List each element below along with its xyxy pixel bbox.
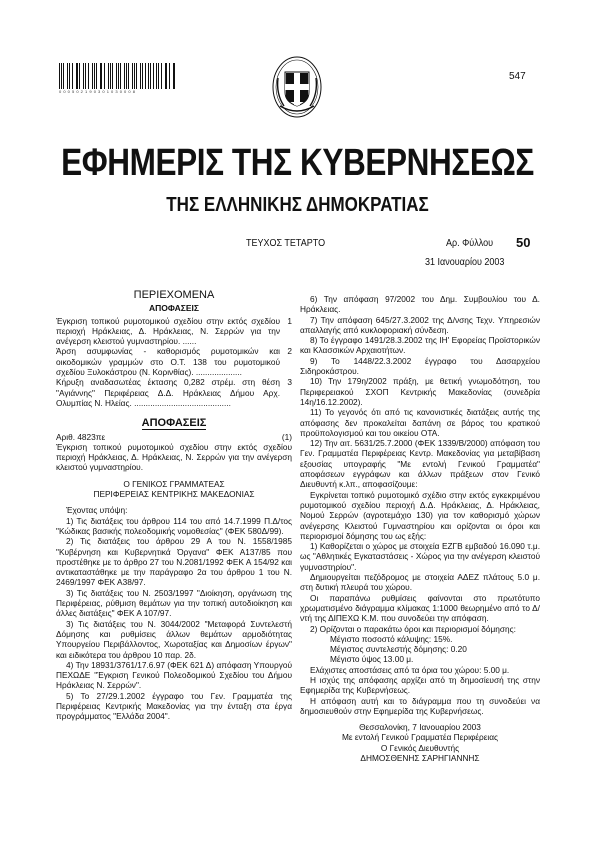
- recital-paragraph: 10) Την 179η/2002 πράξη, με θετική γνωμοδότηση, του Περιφερειακού ΣΧΟΠ Κεντρικής Μακεδονίας (συνεδρία 14η/16.12.2002).: [300, 376, 540, 407]
- recital-paragraph: 11) Το γεγονός ότι από τις κανονιστικές διατάξεις αυτής της απόφασης δεν προκαλείται δαπάνη σε βάρος του κρατικού προϋπολογισμού και του οικείου ΟΤΑ.: [300, 407, 540, 438]
- recital-paragraph: 6) Την απόφαση 97/2002 του Δημ. Συμβουλίου του Δ. Ηράκλειας.: [300, 294, 540, 315]
- decision-body: Ελάχιστες αποστάσεις από τα όρια του χώρου: 5.00 μ.: [310, 664, 510, 675]
- signature-line: Με εντολή Γενικού Γραμματέα Περιφέρειας: [341, 732, 499, 743]
- decisions-heading: [56, 418, 292, 428]
- page-number: 547: [509, 71, 526, 82]
- barcode-bar: [59, 63, 60, 89]
- contents-section: ΑΠΟΦΑΣΕΙΣ: [148, 303, 199, 314]
- toc-item: [56, 316, 292, 347]
- barcode-bar: [69, 63, 70, 89]
- barcode-bar: [173, 63, 174, 89]
- signature-name: ΔΗΜΟΣΘΕΝΗΣ ΣΑΡΗΓΙΑΝΝΗΣ: [360, 753, 480, 764]
- sheet-number: 50: [516, 235, 531, 250]
- building-term: Μέγιστο ποσοστό κάλυψης: 15%.: [330, 633, 453, 644]
- toc-item: [56, 377, 292, 408]
- decisions-heading-text: ΑΠΟΦΑΣΕΙΣ: [141, 417, 207, 430]
- toc-item-text: Έγκριση τοπικού ρυμοτομικού σχεδίου στην εκτός σχεδίου περιοχή Ηράκλειας, Δ. Ηράκλειας, Ν. Σερρών για την ανέγερση κλειστού γυμναστηρίου. ......: [56, 315, 280, 347]
- recital-paragraph: 9) Το 1448/22.3.2002 έγγραφο του Δασαρχείου Σιδηροκάστρου.: [300, 355, 540, 377]
- decision-body: Η ισχύς της απόφασης αρχίζει από τη δημοσίευσή της στην Εφημερίδα της Κυβερνήσεως.: [300, 674, 540, 696]
- barcode-bar: [88, 63, 89, 89]
- recital-paragraph: 1) Τις διατάξεις του άρθρου 114 του από 14.7.1999 Π.Δ/τος "Κώδικας βασικής πολεοδομικής νομοθεσίας" (ΦΕΚ 580Δ/99).: [56, 515, 292, 536]
- barcode-bar: [104, 63, 105, 89]
- barcode-icon: [59, 63, 177, 89]
- recital-paragraph: 3) Τις διατάξεις του Ν. 3044/2002 "Μεταφορά Συντελεστή Δόμησης και ρυθμίσεις άλλων θεμάτων αρμοδιότητας Υπουργείου Περιβάλλοντος, Χωροταξίας και Δημοσίων έργων" και ειδικότερα του άρθρου 10 παρ. 2δ.: [56, 618, 292, 660]
- toc-item-page: 1: [287, 315, 292, 326]
- recital-paragraph: 4) Την 18931/3761/17.6.97 (ΦΕΚ 621 Δ) απόφαση Υπουργού ΠΕΧΩΔΕ "Έγκριση Γενικού Πολεοδομικού Σχεδίου του Δήμου Ηράκλειας Ν. Σερρών".: [56, 659, 292, 691]
- recital-paragraph: 8) Το έγγραφο 1491/28.3.2002 της ΙΗ' Εφορείας Προϊστορικών και Κλασσικών Αρχαιοτήτων.: [300, 335, 540, 356]
- decision-body: 1) Καθορίζεται ο χώρος με στοιχεία ΕΖΓΒ εμβαδού 16.090 τ.μ. ως "Αθλητικές Εγκαταστάσεις - Χώρος για την ανέγερση κλειστού γυμναστηρίου".: [300, 541, 540, 572]
- issue-label: ΤΕΥΧΟΣ ΤΕΤΑΡΤΟ: [246, 238, 326, 249]
- toc-item: [56, 346, 292, 377]
- decision-summary: Έγκριση τοπικού ρυμοτομικού σχεδίου στην εκτός σχεδίου περιοχή Ηράκλειας, Δ. Ηράκλειας, Ν. Σερρών για την ανέγερση κλειστού γυμναστηρίου.: [56, 441, 292, 473]
- toc-item-page: 2: [287, 346, 292, 357]
- issue-date: 31 Ιανουαρίου 2003: [425, 257, 505, 268]
- decision-marker: (1): [281, 431, 292, 442]
- barcode-number: 0 0 0 5 0 2 1 9 0 3 0 1 0 3 0 0 0 8: [59, 89, 136, 94]
- having-regard: Έχοντας υπόψη:: [66, 505, 128, 516]
- decision-number: Αριθ. 4823πε: [56, 431, 106, 442]
- building-term: Μέγιστο ύψος 13.00 μ.: [330, 654, 414, 665]
- right-column: [300, 294, 540, 763]
- authority-region: ΠΕΡΙΦΕΡΕΙΑΣ ΚΕΝΤΡΙΚΗΣ ΜΑΚΕΔΟΝΙΑΣ: [93, 489, 255, 500]
- barcode-bar: [156, 63, 157, 89]
- building-term: Μέγιστος συντελεστής δόμησης: 0.20: [330, 644, 467, 655]
- barcode-bar: [132, 63, 133, 89]
- gazette-title: ΕΦΗΜΕΡΙΣ ΤΗΣ ΚΥΒΕΡΝΗΣΕΩΣ: [61, 142, 534, 184]
- decision-body: 2) Ορίζονται ο παρακάτω όροι και περιορισμοί δόμησης:: [310, 623, 516, 634]
- barcode-bar: [140, 63, 141, 89]
- recital-paragraph: 5) Το 27/29.1.2002 έγγραφο του Γεν. Γραμματέα της Περιφέρειας Κεντρικής Μακεδονίας για την ένταξη στα έργα προγράμματος "Ελλάδα 2004".: [56, 690, 292, 722]
- recital-paragraph: 7) Την απόφαση 645/27.3.2002 της Δ/νσης Τεχν. Υπηρεσιών απαλλαγής από κυκλοφοριακή σύνδεση.: [300, 314, 540, 335]
- left-column: [56, 290, 292, 722]
- barcode-bar: [169, 63, 170, 89]
- toc-item-text: Άρση ασυμφωνίας - καθορισμός ρυμοτομικών και οικοδομικών γραμμών στο Ο.Τ. 138 του ρυμοτομικού σχεδίου Ξυλοκάστρου (Ν. Κορινθίας). ....................: [56, 346, 280, 378]
- barcode-bar: [112, 63, 113, 89]
- decision-body: Εγκρίνεται τοπικό ρυμοτομικό σχέδιο στην εκτός εγκεκριμένου ρυμοτομικού σχεδίου περιοχή Δ.Δ. Ηράκλειας, Δ. Ηράκλειας, Νομού Σερρών (αγροτεμάχιο 130) για τον καθορισμό χώρων ανέγερσης Κλειστού Γυμναστηρίου και ορίζονται οι όροι και περιορισμοί δόμησης του ως εξής:: [300, 489, 540, 541]
- barcode-bar: [96, 63, 97, 89]
- authority-title: Ο ΓΕΝΙΚΟΣ ΓΡΑΜΜΑΤΕΑΣ: [123, 478, 225, 489]
- barcode-bar: [108, 63, 109, 89]
- barcode-bar: [124, 63, 125, 89]
- barcode-bar: [67, 63, 68, 89]
- decision-number-row: [56, 432, 292, 442]
- barcode-bar: [83, 63, 84, 89]
- toc-item-page: 3: [287, 377, 292, 388]
- signature-place-date: Θεσσαλονίκη, 7 Ιανουαρίου 2003: [359, 722, 481, 733]
- recital-paragraph: 2) Τις διατάξεις του άρθρου 29 Α του Ν. 1558/1985 "Κυβέρνηση και Κυβερνητικά Όργανα" ΦΕΚ Α137/85 που προστέθηκε με το άρθρο 27 του Ν.2081/1992 ΦΕΚ Α 154/92 και αντικαταστάθηκε με την παράγραφο 2α του άρθρου 1 του Ν. 2469/1997 ΦΕΚ Α38/97.: [56, 536, 292, 588]
- sheet-label: Αρ. Φύλλου: [446, 238, 494, 249]
- signature-role: Ο Γενικός Διευθυντής: [380, 742, 460, 753]
- barcode-bar: [128, 63, 129, 89]
- decision-body: Δημιουργείται πεζόδρομος με στοιχεία ΑΔΕΖ πλάτους 5.0 μ. στη δυτική πλευρά του χώρου.: [300, 572, 540, 593]
- barcode-bar: [79, 63, 80, 89]
- decision-body: Η απόφαση αυτή και το διάγραμμα που τη συνοδεύει να δημοσιευθούν στην Εφημερίδα της Κυβερνήσεως.: [300, 695, 540, 716]
- recital-paragraph: 3) Τις διατάξεις του Ν. 2503/1997 "Διοίκηση, οργάνωση της Περιφέρειας, ρύθμιση θεμάτων για την τοπική αυτοδιοίκηση και άλλες διατάξεις" ΦΕΚ Α 107/97.: [56, 587, 292, 619]
- greek-coat-of-arms-icon: [272, 56, 322, 118]
- decision-body: Οι παραπάνω ρυθμίσεις φαίνονται στο πρωτότυπο χρωματισμένο διάγραμμα κλίμακας 1:1000 θεωρημένο από το Δ/ντή της ΔΙΠΕΧΩ Κ.Μ. που συνοδεύει την απόφαση.: [300, 592, 540, 624]
- toc-item-text: Κήρυξη αναδασωτέας έκτασης 0,282 στρέμ. στη θέση "Αγιάννης" Περιφέρειας Δ.Δ. Ηράκλειας Δήμου Αρχ. Ολυμπίας Ν. Ηλείας. ..........................................: [56, 377, 280, 408]
- contents-heading: ΠΕΡΙΕΧΟΜΕΝΑ: [133, 289, 215, 301]
- barcode-bar: [158, 63, 159, 89]
- barcode-bar: [148, 63, 149, 89]
- recital-paragraph: 12) Την αιτ. 5631/25.7.2000 (ΦΕΚ 1339/Β/2000) απόφαση του Γεν. Γραμματέα Περιφέρειας Κεντρ. Μακεδονίας για μεταβίβαση εξουσίας υπογραφής "Με εντολή Γενικού Γραμματέα" αποφάσεων εγγράφων και άλλων πράξεων στον Γενικό Διευθυντή κ.λπ., αποφασίζουμε:: [300, 438, 540, 490]
- gazette-subtitle: ΤΗΣ ΕΛΛΗΝΙΚΗΣ ΔΗΜΟΚΡΑΤΙΑΣ: [166, 194, 429, 216]
